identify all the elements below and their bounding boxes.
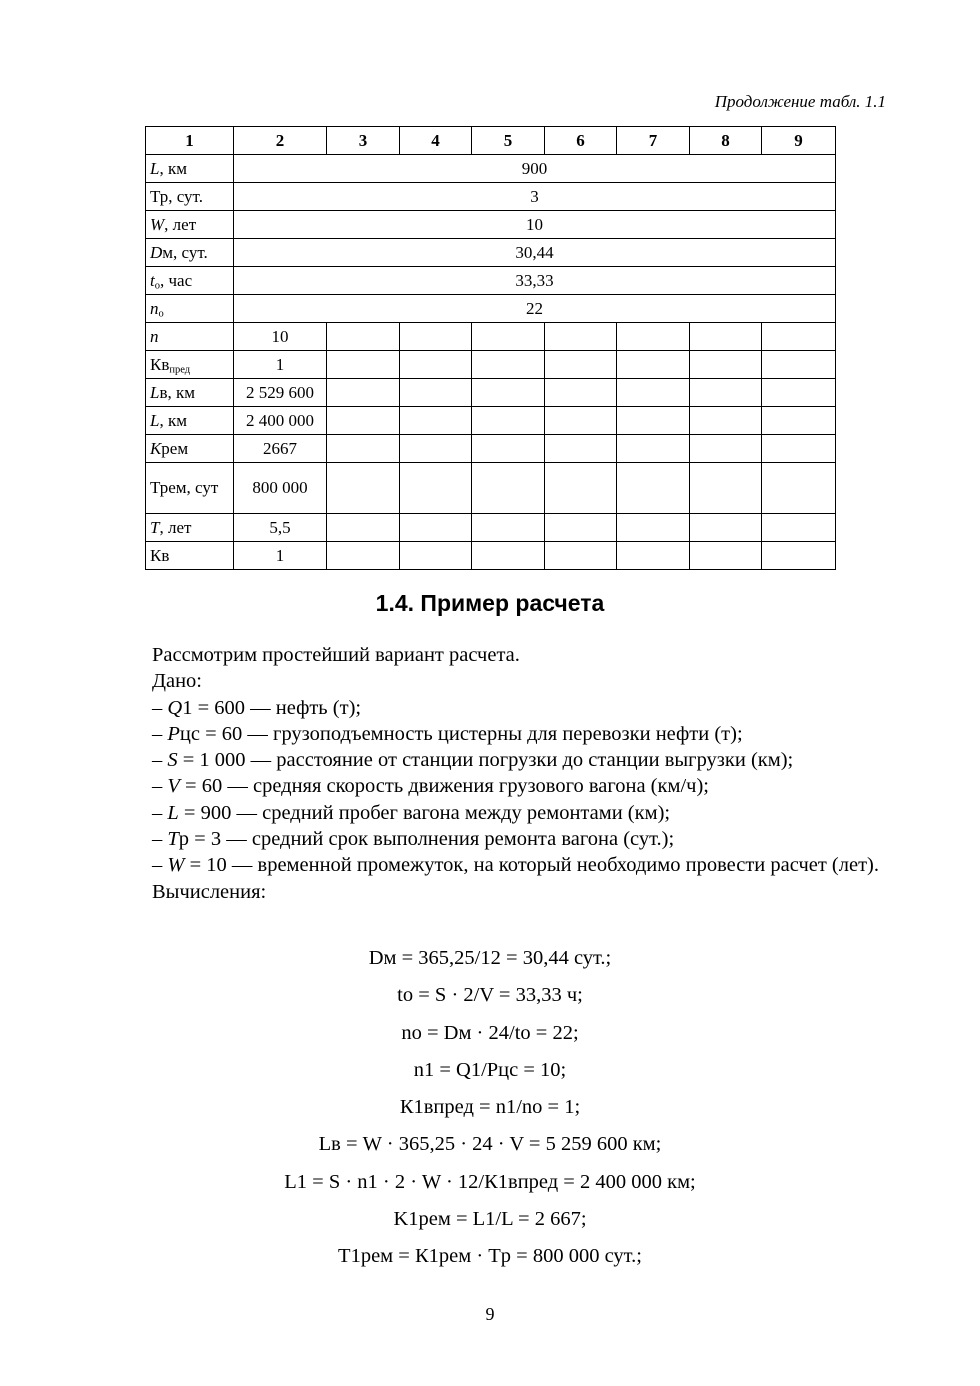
header-cell: 5 <box>472 127 545 155</box>
formula: n1 = Q1/Pцс = 10; <box>413 1058 567 1081</box>
row-label: $Кв_{пред}$ <box>146 351 234 379</box>
given-item: – S = 1 000 — расстояние от станции погрузки до станции выгрузки (км); <box>152 749 794 772</box>
row-value: 5,5 <box>234 514 327 542</box>
row-label: Трем, сут <box>146 463 234 514</box>
header-cell: 7 <box>617 127 690 155</box>
row-label: $t_о$, час <box>146 267 234 295</box>
given-item: – L = 900 — средний пробег вагона между ремонтами (км); <box>152 801 671 824</box>
header-cell: 1 <box>146 127 234 155</box>
header-cell: 3 <box>327 127 400 155</box>
given-item: – Tр = 3 — средний срок выполнения ремонта вагона (сут.); <box>152 828 675 851</box>
row-value: 33,33 <box>234 267 836 295</box>
row-value: 3 <box>234 183 836 211</box>
row-label: Крем <box>146 435 234 463</box>
table-caption: Продолжение табл. 1.1 <box>714 92 886 111</box>
formula: К1впред = n1/nо = 1; <box>399 1096 581 1119</box>
formula: Lв = W · 365,25 · 24 · V = 5 259 600 км; <box>318 1133 662 1156</box>
row-label: n <box>146 323 234 351</box>
table-row <box>146 183 836 211</box>
table-header-row <box>146 127 836 155</box>
row-value: 2 400 000 <box>234 407 327 435</box>
row-value: 10 <box>234 323 327 351</box>
header-cell: 2 <box>234 127 327 155</box>
page-number: 9 <box>485 1304 495 1324</box>
table-row <box>146 514 836 542</box>
given-item: – Pцс = 60 — грузоподъемность цистерны для перевозки нефти (т); <box>152 722 743 745</box>
header-cell: 6 <box>545 127 617 155</box>
row-value: 900 <box>234 155 836 183</box>
row-value: 10 <box>234 211 836 239</box>
row-label: Кв <box>146 542 234 570</box>
formula: Т1рем = К1рем · Tр = 800 000 сут.; <box>338 1245 642 1268</box>
given-item: – Q1 = 600 — нефть (т); <box>152 696 362 719</box>
table-row <box>146 295 836 323</box>
formula: nо = Dм · 24/tо = 22; <box>401 1021 579 1044</box>
table-row <box>146 463 836 514</box>
table-row <box>146 267 836 295</box>
formula: tо = S · 2/V = 33,33 ч; <box>397 984 583 1007</box>
row-label: L, км <box>146 155 234 183</box>
row-value: 1 <box>234 542 327 570</box>
row-label: T, лет <box>146 514 234 542</box>
row-value: 22 <box>234 295 836 323</box>
given-item: – W = 10 — временной промежуток, на который необходимо провести расчет (лет). <box>152 854 880 877</box>
row-label: Dм, сут. <box>146 239 234 267</box>
row-label: $n_о$ <box>146 295 234 323</box>
row-label: Lв, км <box>146 379 234 407</box>
given-label: Дано: <box>152 670 202 693</box>
formula: L1 = S · n1 · 2 · W · 12/К1впред = 2 400 000 км; <box>284 1170 696 1193</box>
table-row <box>146 351 836 379</box>
intro-paragraph: Рассмотрим простейший вариант расчета. <box>152 644 520 666</box>
table-row <box>146 542 836 570</box>
formula: K1рем = L1/L = 2 667; <box>393 1208 587 1231</box>
table-row <box>146 435 836 463</box>
header-cell: 9 <box>762 127 836 155</box>
parameters-table <box>145 126 836 570</box>
row-label: W, лет <box>146 211 234 239</box>
table-row <box>146 379 836 407</box>
header-cell: 4 <box>400 127 472 155</box>
formula-block <box>0 940 980 1276</box>
table-row <box>146 407 836 435</box>
row-label: Тр, сут. <box>146 183 234 211</box>
row-value: 2667 <box>234 435 327 463</box>
row-value: 1 <box>234 351 327 379</box>
calc-label: Вычисления: <box>152 880 267 903</box>
given-item: – V = 60 — средняя скорость движения грузового вагона (км/ч); <box>152 775 709 798</box>
row-value: 30,44 <box>234 239 836 267</box>
row-value: 2 529 600 <box>234 379 327 407</box>
header-cell: 8 <box>690 127 762 155</box>
table-row <box>146 239 836 267</box>
table-row <box>146 211 836 239</box>
formula: Dм = 365,25/12 = 30,44 сут.; <box>368 947 612 969</box>
table-row <box>146 323 836 351</box>
body-text <box>93 642 886 905</box>
section-heading: 1.4. Пример расчета <box>375 590 605 616</box>
row-value: 800 000 <box>234 463 327 514</box>
table-row <box>146 155 836 183</box>
row-label: L, км <box>146 407 234 435</box>
